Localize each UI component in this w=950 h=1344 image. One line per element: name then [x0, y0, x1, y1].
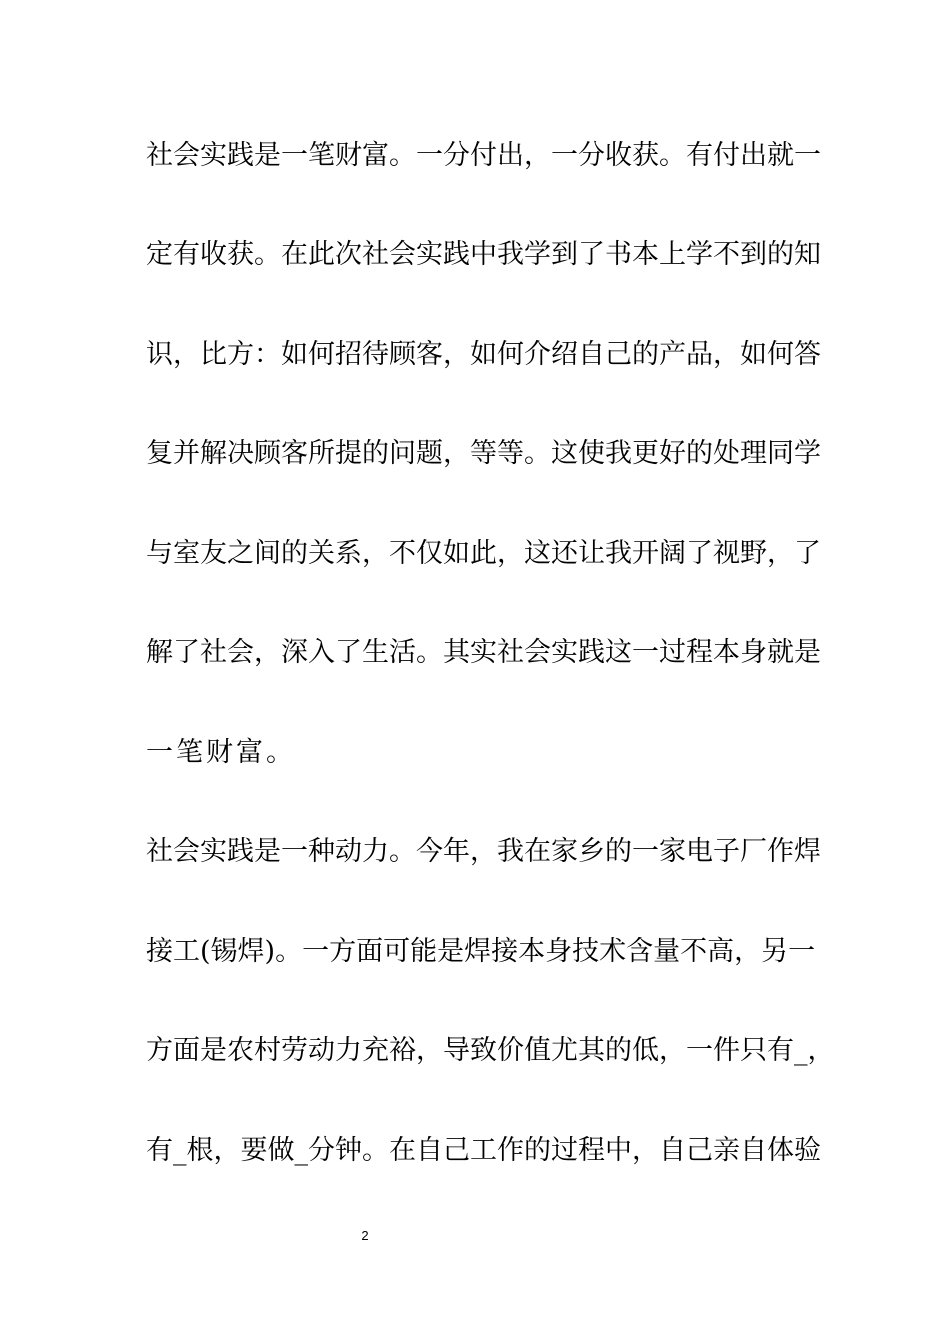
- paragraph-1-line-5: 与室友之间的关系，不仅如此，这还让我开阔了视野，了: [146, 538, 821, 569]
- paragraph-2-line-2: 接工(锡焊)。一方面可能是焊接本身技术含量不高，另一: [146, 936, 816, 967]
- paragraph-1-line-3: 识，比方：如何招待顾客，如何介绍自己的产品，如何答: [146, 339, 821, 370]
- paragraph-2-line-4: 有_根，要做_分钟。在自己工作的过程中，自己亲自体验: [146, 1135, 821, 1166]
- paragraph-2-line-1: 社会实践是一种动力。今年，我在家乡的一家电子厂作焊: [146, 836, 821, 867]
- page-number: 2: [361, 1228, 369, 1243]
- paragraph-1-line-7: 一笔财富。: [146, 737, 296, 768]
- paragraph-1-line-4: 复并解决顾客所提的问题，等等。这使我更好的处理同学: [146, 438, 821, 469]
- paragraph-1-line-6: 解了社会，深入了生活。其实社会实践这一过程本身就是: [146, 637, 821, 668]
- paragraph-2-line-3: 方面是农村劳动力充裕，导致价值尤其的低，一件只有_，: [146, 1035, 835, 1066]
- paragraph-1-line-1: 社会实践是一笔财富。一分付出，一分收获。有付出就一: [146, 140, 821, 171]
- paragraph-1-line-2: 定有收获。在此次社会实践中我学到了书本上学不到的知: [146, 239, 821, 270]
